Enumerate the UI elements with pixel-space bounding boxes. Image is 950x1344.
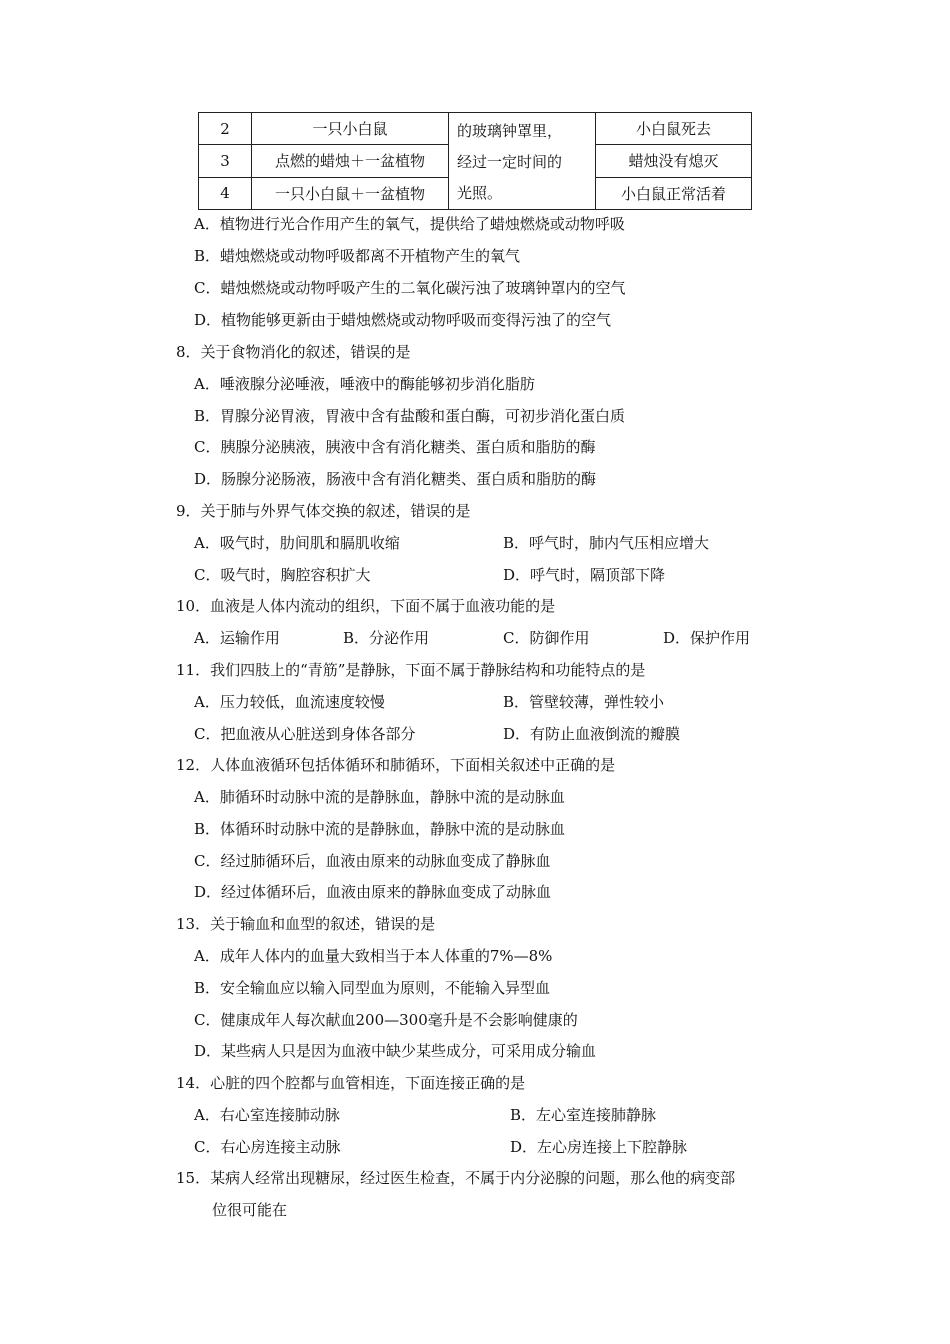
q7-option-d: D．植物能够更新由于蜡烛燃烧或动物呼吸而变得污浊了的空气 <box>194 311 612 329</box>
q9-option-b: B．呼气时，肺内气压相应增大 <box>503 534 710 552</box>
q7-option-a: A．植物进行光合作用产生的氧气，提供给了蜡烛燃烧或动物呼吸 <box>194 215 625 233</box>
q13-option-b: B．安全输血应以输入同型血为原则，不能输入异型血 <box>194 979 551 997</box>
q15-stem: 15．某病人经常出现糖尿，经过医生检查，不属于内分泌腺的问题，那么他的病变部 <box>176 1169 736 1187</box>
q13-option-c: C．健康成年人每次献血200—300毫升是不会影响健康的 <box>194 1011 578 1029</box>
q9-stem: 9．关于肺与外界气体交换的叙述，错误的是 <box>176 502 471 520</box>
q7-option-c: C．蜡烛燃烧或动物呼吸产生的二氧化碳污浊了玻璃钟罩内的空气 <box>194 279 626 297</box>
q10-option-a: A．运输作用 <box>194 629 280 647</box>
q8-option-d: D．肠腺分泌肠液，肠液中含有消化糖类、蛋白质和脂肪的酶 <box>194 470 597 488</box>
q8-stem: 8．关于食物消化的叙述，错误的是 <box>176 343 411 361</box>
q9-option-c: C．吸气时，胸腔容积扩大 <box>194 566 371 584</box>
table-cell-result: 小白鼠正常活着 <box>596 177 752 209</box>
q11-option-d: D．有防止血液倒流的瓣膜 <box>503 725 681 743</box>
table-cell-condition <box>449 113 596 210</box>
q11-option-c: C．把血液从心脏送到身体各部分 <box>194 725 416 743</box>
q8-option-b: B．胃腺分泌胃液，胃液中含有盐酸和蛋白酶，可初步消化蛋白质 <box>194 407 626 425</box>
q14-option-c: C．右心房连接主动脉 <box>194 1138 341 1156</box>
table-cell-material: 一只小白鼠＋一盆植物 <box>252 177 449 209</box>
q11-stem: 11．我们四肢上的“青筋”是静脉，下面不属于静脉结构和功能特点的是 <box>176 661 646 679</box>
experiment-table <box>198 112 752 210</box>
condition-line: 经过一定时间的 <box>457 153 563 171</box>
q10-option-c: C．防御作用 <box>503 629 590 647</box>
q13-option-a: A．成年人体内的血量大致相当于本人体重的7%—8% <box>194 947 553 965</box>
q14-option-b: B．左心室连接肺静脉 <box>510 1106 657 1124</box>
q12-option-c: C．经过肺循环后，血液由原来的动脉血变成了静脉血 <box>194 852 551 870</box>
table-cell-result: 小白鼠死去 <box>596 113 752 145</box>
table-cell-material: 点燃的蜡烛＋一盆植物 <box>252 145 449 177</box>
q11-option-b: B．管壁较薄，弹性较小 <box>503 693 665 711</box>
table-cell-result: 蜡烛没有熄灭 <box>596 145 752 177</box>
table-cell-no: 4 <box>199 177 252 209</box>
q7-option-b: B．蜡烛燃烧或动物呼吸都离不开植物产生的氧气 <box>194 247 521 265</box>
table-cell-no: 2 <box>199 113 252 145</box>
q12-option-d: D．经过体循环后，血液由原来的静脉血变成了动脉血 <box>194 883 552 901</box>
q13-option-d: D．某些病人只是因为血液中缺少某些成分，可采用成分输血 <box>194 1042 597 1060</box>
q10-stem: 10．血液是人体内流动的组织，下面不属于血液功能的是 <box>176 597 556 615</box>
q14-option-a: A．右心室连接肺动脉 <box>194 1106 340 1124</box>
q10-option-d: D．保护作用 <box>663 629 751 647</box>
q9-option-d: D．呼气时，隔顶部下降 <box>503 566 666 584</box>
q13-stem: 13．关于输血和血型的叙述，错误的是 <box>176 915 436 933</box>
q12-stem: 12．人体血液循环包括体循环和肺循环，下面相关叙述中正确的是 <box>176 756 616 774</box>
q12-option-a: A．肺循环时动脉中流的是静脉血，静脉中流的是动脉血 <box>194 788 565 806</box>
q10-option-b: B．分泌作用 <box>343 629 430 647</box>
q8-option-a: A．唾液腺分泌唾液，唾液中的酶能够初步消化脂肪 <box>194 375 535 393</box>
table-row <box>199 113 752 145</box>
condition-line: 的玻璃钟罩里， <box>457 122 563 140</box>
q15-stem-continued: 位很可能在 <box>212 1201 288 1219</box>
q11-option-a: A．压力较低，血流速度较慢 <box>194 693 385 711</box>
table-cell-material: 一只小白鼠 <box>252 113 449 145</box>
condition-line: 光照。 <box>457 184 503 202</box>
q8-option-c: C．胰腺分泌胰液，胰液中含有消化糖类、蛋白质和脂肪的酶 <box>194 438 596 456</box>
table-cell-no: 3 <box>199 145 252 177</box>
q14-stem: 14．心脏的四个腔都与血管相连，下面连接正确的是 <box>176 1074 526 1092</box>
q9-option-a: A．吸气时，肋间肌和膈肌收缩 <box>194 534 400 552</box>
q12-option-b: B．体循环时动脉中流的是静脉血，静脉中流的是动脉血 <box>194 820 566 838</box>
q14-option-d: D．左心房连接上下腔静脉 <box>510 1138 688 1156</box>
